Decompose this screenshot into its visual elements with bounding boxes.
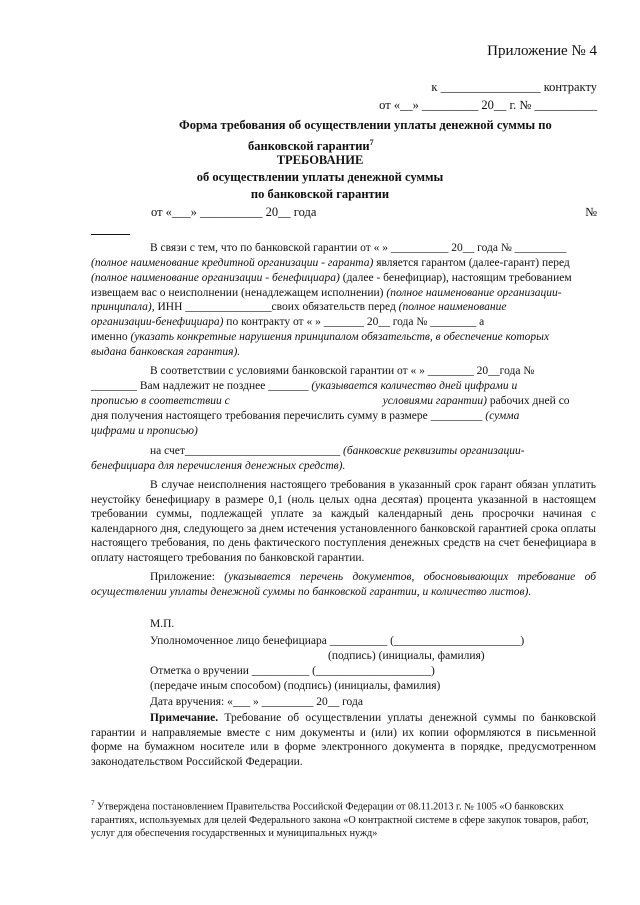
- contract-date-line: от «__» _________ 20__ г. № __________: [379, 98, 597, 112]
- form-title-line-1: Форма требования об осуществлении уплаты денежной суммы по: [179, 118, 552, 132]
- penalty-paragraph: В случае неисполнения настоящего требования в указанный срок гарант обязан уплатить неустойку бенефициару в размере 0,1 (ноль целых одна десятая) процента указанной в настоящем требовании суммы, подлежащей уплате за каждый календарный день просрочки начиная с календарного дня, следующего за днем истечения установленного банковской гарантией срока оплаты настоящего требования, по день фактического поступления денежных средств на счет бенефициара в оплату настоящего требования по банковской гарантии.: [91, 479, 596, 564]
- p2-line-6: на счет___________________________ (банковские реквизиты организации-: [150, 445, 525, 457]
- p2-line-3: прописью в соответствии с условиями гарантии) рабочих дней со: [91, 395, 570, 407]
- form-title-line-2: банковской гарантии$^7$: [248, 138, 374, 154]
- p1-line-4: извещаем вас о неисполнении (ненадлежащем исполнении) (полное наименование организации-: [91, 287, 562, 299]
- p1-line-5: принципала), ИНН _______________своих обязательств перед (полное наименование: [91, 301, 507, 313]
- p1-line-8: выдана банковская гарантия).: [91, 346, 241, 358]
- signature-caption-2: (передаче иным способом) (подпись) (инициалы, фамилия): [150, 680, 441, 692]
- contract-line: к ________________ контракту: [431, 80, 597, 94]
- note-paragraph: Примечание. Требование об осуществлении уплаты денежной суммы по банковской гарантии и направляемые вместе с ним документы и (или) их копии оформляются в письменной форме на бумажном носителе или в форме электронного документа в порядке, предусмотренном законодательством Российской Федерации.: [91, 712, 596, 768]
- authorized-person-line: Уполномоченное лицо бенефициара __________ (______________________): [150, 635, 525, 647]
- p2-line-7: бенефициара для перечисления денежных средств).: [91, 460, 346, 472]
- p1-line-1: В связи с тем, что по банковской гарантии от « » __________ 20__ года № _________: [150, 242, 567, 254]
- document-title: ТРЕБОВАНИЕ: [276, 153, 364, 167]
- footnote-mark: 7: [91, 799, 95, 807]
- requirement-date: от «___» __________ 20__ года: [151, 205, 317, 219]
- short-rule: [91, 234, 130, 235]
- delivery-date-line: Дата вручения: «___ » _________ 20__ года: [150, 696, 363, 708]
- p2-line-2: ________ Вам надлежит не позднее _______ (указывается количество дней цифрами и: [91, 380, 518, 392]
- appendix-number: Приложение № 4: [487, 43, 597, 59]
- footnote: $^7$ Утверждена постановлением Правительства Российской Федерации от 08.11.2013 г. № 1005 «О банковских гарантиях, используемых для целей Федерального закона «О контрактной системе в сфере закупок товаров, работ, услуг для обеспечения государственных и муниципальных нужд»: [91, 799, 589, 840]
- p2-line-1: В соответствии с условиями банковской гарантии от « » ________ 20__года №: [150, 365, 535, 377]
- p1-line-7: именно (указать конкретные нарушения принципалом обязательств, в обеспечение которых: [91, 331, 550, 343]
- attachment-paragraph: Приложение: (указывается перечень документов, обосновывающих требование об осуществлении уплаты денежной суммы по банковской гарантии, и количество листов).: [91, 571, 596, 598]
- p1-line-3: (полное наименование организации - бенефициара) (далее - бенефициар), настоящим требованием: [91, 272, 572, 284]
- delivery-mark-line: Отметка о вручении __________ (____________________): [150, 665, 435, 677]
- p2-line-4: дня получения настоящего требования перечислить сумму в размере _________ (сумма: [91, 410, 520, 422]
- p2-line-5: цифрами и прописью): [91, 425, 198, 437]
- p1-line-6: организации-бенефициара) по контракту от « » _______ 20__ года № ________ а: [91, 316, 485, 328]
- stamp-place: М.П.: [150, 618, 175, 630]
- p1-line-2: (полное наименование кредитной организации - гаранта) является гарантом (далее-гарант) перед: [91, 257, 570, 269]
- requirement-number: №: [585, 205, 597, 219]
- footnote-ref: 7: [369, 138, 374, 147]
- signature-caption-1: (подпись) (инициалы, фамилия): [328, 650, 485, 662]
- document-subtitle-1: об осуществлении уплаты денежной суммы: [196, 170, 444, 184]
- document-subtitle-2: по банковской гарантии: [250, 187, 390, 201]
